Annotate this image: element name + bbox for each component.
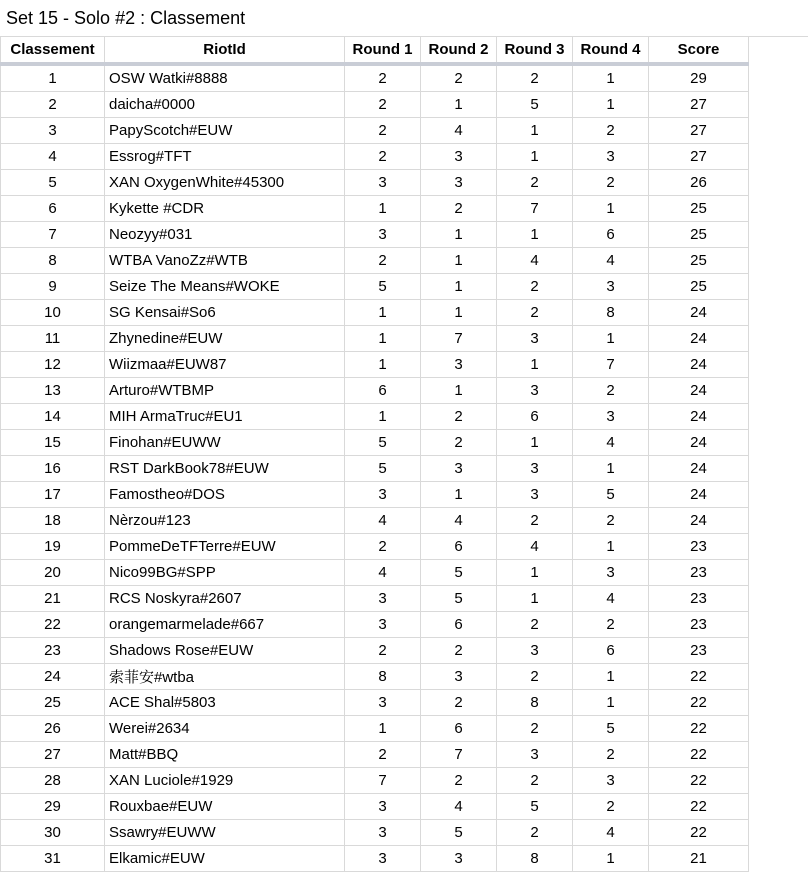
round-4-cell[interactable]: 3 [573,274,649,300]
riotid-cell[interactable]: XAN Luciole#1929 [105,768,345,794]
table-row [1,534,749,560]
round-2-cell[interactable]: 4 [421,508,497,534]
round-1-cell[interactable]: 1 [345,716,421,742]
round-1-cell[interactable]: 6 [345,378,421,404]
table-row [1,64,749,92]
round-2-cell[interactable]: 2 [421,404,497,430]
header-classement[interactable]: Classement [1,37,105,65]
round-1-cell[interactable]: 3 [345,222,421,248]
table-row [1,326,749,352]
round-1-cell[interactable]: 7 [345,768,421,794]
table-row [1,690,749,716]
round-3-cell[interactable]: 3 [497,638,573,664]
round-1-cell[interactable]: 5 [345,430,421,456]
round-4-cell[interactable]: 1 [573,846,649,872]
table-row [1,664,749,690]
round-1-cell[interactable]: 3 [345,820,421,846]
riotid-cell[interactable]: Nico99BG#SPP [105,560,345,586]
round-1-cell[interactable]: 3 [345,586,421,612]
round-3-cell[interactable]: 2 [497,300,573,326]
score-cell[interactable]: 27 [649,92,749,118]
round-4-cell[interactable]: 2 [573,612,649,638]
round-1-cell[interactable]: 1 [345,352,421,378]
classement-cell[interactable]: 29 [1,794,105,820]
round-4-cell[interactable]: 1 [573,196,649,222]
round-4-cell[interactable]: 4 [573,248,649,274]
round-2-cell[interactable]: 2 [421,690,497,716]
table-row [1,170,749,196]
classement-cell[interactable]: 27 [1,742,105,768]
riotid-cell[interactable]: Zhynedine#EUW [105,326,345,352]
round-4-cell[interactable]: 5 [573,482,649,508]
round-2-cell[interactable]: 2 [421,430,497,456]
round-1-cell[interactable]: 4 [345,560,421,586]
round-1-cell[interactable]: 3 [345,690,421,716]
round-3-cell[interactable]: 1 [497,430,573,456]
round-2-cell[interactable]: 1 [421,222,497,248]
classement-cell[interactable]: 13 [1,378,105,404]
table-body [1,64,749,872]
score-cell[interactable]: 22 [649,794,749,820]
score-cell[interactable]: 22 [649,768,749,794]
score-cell[interactable]: 24 [649,430,749,456]
riotid-cell[interactable]: Elkamic#EUW [105,846,345,872]
riotid-cell[interactable]: Shadows Rose#EUW [105,638,345,664]
standings-table [0,36,749,872]
round-2-cell[interactable]: 5 [421,586,497,612]
score-cell[interactable]: 24 [649,482,749,508]
riotid-cell[interactable]: daicha#0000 [105,92,345,118]
round-4-cell[interactable]: 7 [573,352,649,378]
classement-cell[interactable]: 17 [1,482,105,508]
round-1-cell[interactable]: 3 [345,170,421,196]
round-2-cell[interactable]: 4 [421,794,497,820]
round-2-cell[interactable]: 6 [421,716,497,742]
classement-cell[interactable]: 5 [1,170,105,196]
riotid-cell[interactable]: orangemarmelade#667 [105,612,345,638]
round-3-cell[interactable]: 2 [497,170,573,196]
round-3-cell[interactable]: 1 [497,352,573,378]
round-4-cell[interactable]: 2 [573,742,649,768]
round-3-cell[interactable]: 3 [497,456,573,482]
score-cell[interactable]: 23 [649,612,749,638]
round-4-cell[interactable]: 4 [573,430,649,456]
round-4-cell[interactable]: 3 [573,144,649,170]
table-row [1,248,749,274]
round-1-cell[interactable]: 1 [345,300,421,326]
riotid-cell[interactable]: OSW Watki#8888 [105,64,345,92]
riotid-cell[interactable]: Famostheo#DOS [105,482,345,508]
riotid-cell[interactable]: Neozyy#031 [105,222,345,248]
round-2-cell[interactable]: 3 [421,170,497,196]
score-cell[interactable]: 25 [649,248,749,274]
score-cell[interactable]: 23 [649,638,749,664]
round-2-cell[interactable]: 7 [421,326,497,352]
table-row [1,352,749,378]
classement-cell[interactable]: 22 [1,612,105,638]
round-3-cell[interactable]: 2 [497,820,573,846]
classement-cell[interactable]: 3 [1,118,105,144]
round-2-cell[interactable]: 2 [421,196,497,222]
score-cell[interactable]: 25 [649,196,749,222]
table-row [1,716,749,742]
round-3-cell[interactable]: 3 [497,326,573,352]
round-1-cell[interactable]: 2 [345,144,421,170]
header-row [1,37,749,65]
round-3-cell[interactable]: 2 [497,716,573,742]
round-3-cell[interactable]: 2 [497,664,573,690]
round-3-cell[interactable]: 4 [497,534,573,560]
score-cell[interactable]: 27 [649,118,749,144]
round-3-cell[interactable]: 6 [497,404,573,430]
round-2-cell[interactable]: 4 [421,118,497,144]
round-1-cell[interactable]: 4 [345,508,421,534]
classement-cell[interactable]: 18 [1,508,105,534]
round-1-cell[interactable]: 2 [345,92,421,118]
round-2-cell[interactable]: 5 [421,560,497,586]
round-4-cell[interactable]: 2 [573,508,649,534]
classement-cell[interactable]: 11 [1,326,105,352]
round-4-cell[interactable]: 6 [573,638,649,664]
table-row [1,118,749,144]
classement-cell[interactable]: 16 [1,456,105,482]
round-1-cell[interactable]: 3 [345,846,421,872]
round-3-cell[interactable]: 2 [497,612,573,638]
round-2-cell[interactable]: 1 [421,274,497,300]
round-2-cell[interactable]: 1 [421,92,497,118]
riotid-cell[interactable]: XAN OxygenWhite#45300 [105,170,345,196]
round-1-cell[interactable]: 1 [345,196,421,222]
round-1-cell[interactable]: 2 [345,118,421,144]
classement-cell[interactable]: 30 [1,820,105,846]
round-4-cell[interactable]: 2 [573,170,649,196]
round-2-cell[interactable]: 1 [421,378,497,404]
classement-cell[interactable]: 4 [1,144,105,170]
classement-cell[interactable]: 9 [1,274,105,300]
header-round-1[interactable]: Round 1 [345,37,421,65]
riotid-cell[interactable]: SG Kensai#So6 [105,300,345,326]
round-4-cell[interactable]: 1 [573,690,649,716]
round-3-cell[interactable]: 2 [497,274,573,300]
table-row [1,222,749,248]
classement-cell[interactable]: 20 [1,560,105,586]
round-4-cell[interactable]: 1 [573,534,649,560]
score-cell[interactable]: 24 [649,352,749,378]
score-cell[interactable]: 25 [649,222,749,248]
round-3-cell[interactable]: 1 [497,586,573,612]
round-4-cell[interactable]: 6 [573,222,649,248]
round-4-cell[interactable]: 4 [573,586,649,612]
score-cell[interactable]: 27 [649,144,749,170]
riotid-cell[interactable]: ACE Shal#5803 [105,690,345,716]
round-2-cell[interactable]: 3 [421,352,497,378]
header-round-2[interactable]: Round 2 [421,37,497,65]
round-2-cell[interactable]: 1 [421,300,497,326]
score-cell[interactable]: 23 [649,586,749,612]
round-4-cell[interactable]: 2 [573,794,649,820]
round-2-cell[interactable]: 6 [421,534,497,560]
round-3-cell[interactable]: 3 [497,482,573,508]
score-cell[interactable]: 26 [649,170,749,196]
round-3-cell[interactable]: 4 [497,248,573,274]
round-2-cell[interactable]: 5 [421,820,497,846]
round-1-cell[interactable]: 3 [345,794,421,820]
score-cell[interactable]: 22 [649,690,749,716]
round-3-cell[interactable]: 3 [497,378,573,404]
score-cell[interactable]: 22 [649,820,749,846]
classement-cell[interactable]: 10 [1,300,105,326]
round-2-cell[interactable]: 2 [421,638,497,664]
score-cell[interactable]: 24 [649,456,749,482]
round-1-cell[interactable]: 2 [345,534,421,560]
round-1-cell[interactable]: 2 [345,64,421,92]
round-2-cell[interactable]: 3 [421,456,497,482]
score-cell[interactable]: 21 [649,846,749,872]
header-score[interactable]: Score [649,37,749,65]
riotid-cell[interactable]: Nèrzou#123 [105,508,345,534]
round-4-cell[interactable]: 1 [573,64,649,92]
table-row [1,768,749,794]
round-3-cell[interactable]: 2 [497,508,573,534]
round-4-cell[interactable]: 3 [573,768,649,794]
table-row [1,638,749,664]
classement-cell[interactable]: 1 [1,64,105,92]
round-4-cell[interactable]: 2 [573,118,649,144]
score-cell[interactable]: 22 [649,664,749,690]
riotid-cell[interactable]: Essrog#TFT [105,144,345,170]
riotid-cell[interactable]: Seize The Means#WOKE [105,274,345,300]
round-1-cell[interactable]: 2 [345,248,421,274]
classement-cell[interactable]: 31 [1,846,105,872]
table-row [1,92,749,118]
classement-cell[interactable]: 14 [1,404,105,430]
score-cell[interactable]: 24 [649,326,749,352]
table-row [1,300,749,326]
table-row [1,274,749,300]
round-3-cell[interactable]: 1 [497,222,573,248]
table-row [1,430,749,456]
table-row [1,846,749,872]
riotid-cell[interactable]: Matt#BBQ [105,742,345,768]
classement-cell[interactable]: 23 [1,638,105,664]
score-cell[interactable]: 23 [649,534,749,560]
classement-cell[interactable]: 26 [1,716,105,742]
table-row [1,612,749,638]
round-1-cell[interactable]: 1 [345,404,421,430]
round-1-cell[interactable]: 1 [345,326,421,352]
round-1-cell[interactable]: 3 [345,612,421,638]
round-1-cell[interactable]: 8 [345,664,421,690]
classement-cell[interactable]: 8 [1,248,105,274]
table-row [1,820,749,846]
riotid-cell[interactable]: WTBA VanoZz#WTB [105,248,345,274]
round-3-cell[interactable]: 1 [497,560,573,586]
score-cell[interactable]: 23 [649,560,749,586]
round-1-cell[interactable]: 3 [345,482,421,508]
table-row [1,586,749,612]
score-cell[interactable]: 24 [649,378,749,404]
riotid-cell[interactable]: 索菲安#wtba [105,664,345,690]
table-row [1,742,749,768]
riotid-cell[interactable]: PapyScotch#EUW [105,118,345,144]
table-row [1,144,749,170]
score-cell[interactable]: 24 [649,300,749,326]
classement-cell[interactable]: 15 [1,430,105,456]
round-3-cell[interactable]: 2 [497,768,573,794]
round-3-cell[interactable]: 5 [497,794,573,820]
riotid-cell[interactable]: MIH ArmaTruc#EU1 [105,404,345,430]
table-row [1,794,749,820]
round-2-cell[interactable]: 3 [421,664,497,690]
riotid-cell[interactable]: Kykette #CDR [105,196,345,222]
round-4-cell[interactable]: 4 [573,820,649,846]
round-2-cell[interactable]: 6 [421,612,497,638]
round-2-cell[interactable]: 3 [421,144,497,170]
sheet-title: Set 15 - Solo #2 : Classement [6,8,246,28]
round-1-cell[interactable]: 5 [345,456,421,482]
round-2-cell[interactable]: 2 [421,64,497,92]
round-2-cell[interactable]: 7 [421,742,497,768]
round-4-cell[interactable]: 2 [573,378,649,404]
score-cell[interactable]: 25 [649,274,749,300]
header-round-4[interactable]: Round 4 [573,37,649,65]
classement-cell[interactable]: 2 [1,92,105,118]
header-riotid[interactable]: RiotId [105,37,345,65]
riotid-cell[interactable]: RST DarkBook78#EUW [105,456,345,482]
score-cell[interactable]: 22 [649,742,749,768]
score-cell[interactable]: 29 [649,64,749,92]
table-row [1,378,749,404]
riotid-cell[interactable]: Finohan#EUWW [105,430,345,456]
round-2-cell[interactable]: 1 [421,248,497,274]
round-4-cell[interactable]: 1 [573,326,649,352]
table-row [1,404,749,430]
table-row [1,482,749,508]
classement-cell[interactable]: 28 [1,768,105,794]
classement-cell[interactable]: 24 [1,664,105,690]
score-cell[interactable]: 24 [649,404,749,430]
round-4-cell[interactable]: 3 [573,560,649,586]
table-row [1,560,749,586]
score-cell[interactable]: 24 [649,508,749,534]
riotid-cell[interactable]: Wiizmaa#EUW87 [105,352,345,378]
classement-cell[interactable]: 12 [1,352,105,378]
table-row [1,508,749,534]
classement-cell[interactable]: 21 [1,586,105,612]
round-1-cell[interactable]: 5 [345,274,421,300]
round-1-cell[interactable]: 2 [345,638,421,664]
round-3-cell[interactable]: 2 [497,64,573,92]
classement-cell[interactable]: 19 [1,534,105,560]
round-4-cell[interactable]: 3 [573,404,649,430]
round-3-cell[interactable]: 1 [497,144,573,170]
round-3-cell[interactable]: 7 [497,196,573,222]
riotid-cell[interactable]: RCS Noskyra#2607 [105,586,345,612]
round-3-cell[interactable]: 8 [497,846,573,872]
riotid-cell[interactable]: Werei#2634 [105,716,345,742]
round-4-cell[interactable]: 5 [573,716,649,742]
classement-cell[interactable]: 25 [1,690,105,716]
table-row [1,456,749,482]
round-3-cell[interactable]: 8 [497,690,573,716]
round-3-cell[interactable]: 1 [497,118,573,144]
round-3-cell[interactable]: 3 [497,742,573,768]
classement-cell[interactable]: 6 [1,196,105,222]
round-2-cell[interactable]: 3 [421,846,497,872]
riotid-cell[interactable]: Rouxbae#EUW [105,794,345,820]
riotid-cell[interactable]: Ssawry#EUWW [105,820,345,846]
header-round-3[interactable]: Round 3 [497,37,573,65]
classement-cell[interactable]: 7 [1,222,105,248]
round-2-cell[interactable]: 1 [421,482,497,508]
round-4-cell[interactable]: 1 [573,664,649,690]
round-4-cell[interactable]: 8 [573,300,649,326]
table-row [1,196,749,222]
round-2-cell[interactable]: 2 [421,768,497,794]
riotid-cell[interactable]: Arturo#WTBMP [105,378,345,404]
round-4-cell[interactable]: 1 [573,456,649,482]
round-4-cell[interactable]: 1 [573,92,649,118]
score-cell[interactable]: 22 [649,716,749,742]
round-1-cell[interactable]: 2 [345,742,421,768]
empty-column-area [748,36,808,878]
riotid-cell[interactable]: PommeDeTFTerre#EUW [105,534,345,560]
round-3-cell[interactable]: 5 [497,92,573,118]
